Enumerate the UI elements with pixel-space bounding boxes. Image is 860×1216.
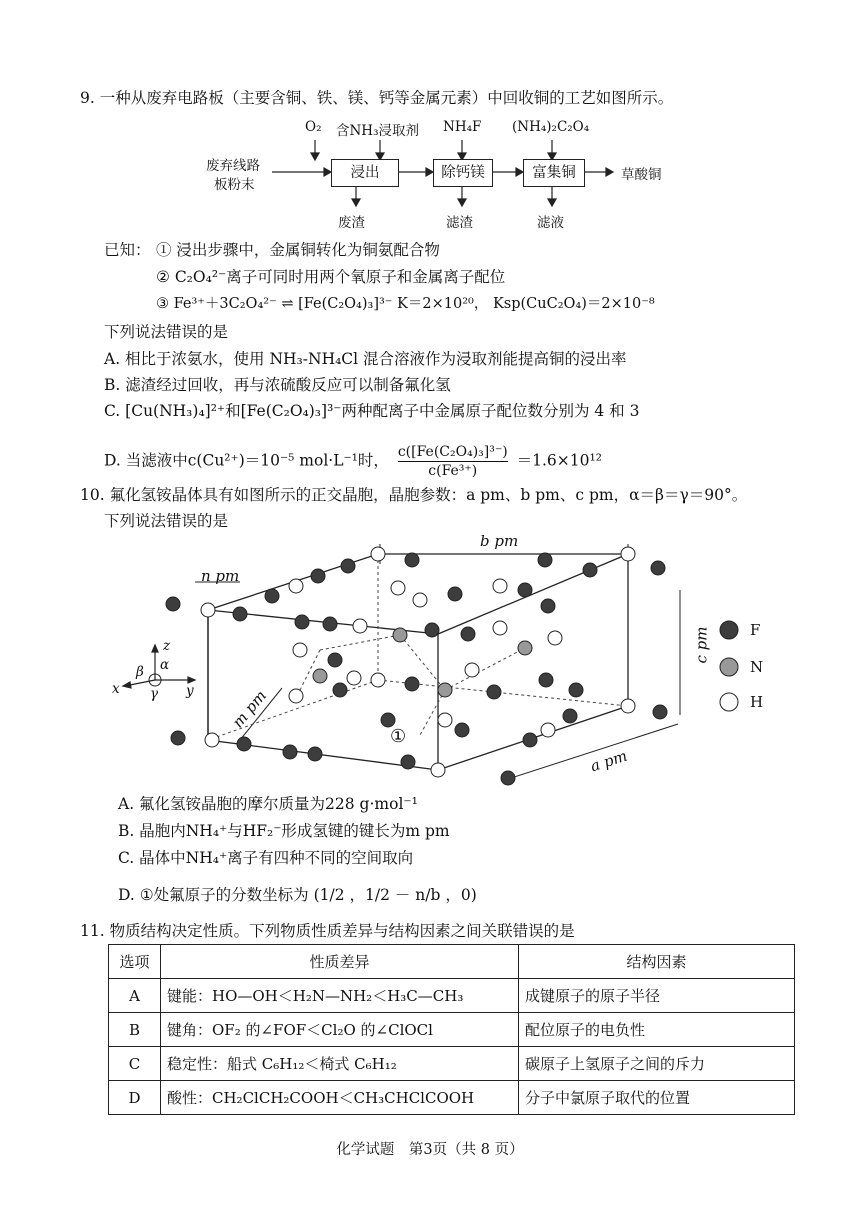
legend-f-label: F: [750, 621, 761, 639]
flow-input-line2: 板粉末: [214, 177, 255, 193]
table-row: [109, 979, 795, 1013]
table-cell: B: [109, 1013, 161, 1047]
axis-x-label: x: [112, 681, 120, 697]
fig-m-label: m pm: [228, 686, 271, 732]
q10-option-a: A. 氟化氢铵晶胞的摩尔质量为228 g·mol⁻¹: [118, 795, 418, 813]
q9-option-b: B. 滤渣经过回收，再与浓硫酸反应可以制备氟化氢: [104, 376, 451, 394]
flow-box-leaching: 浸出: [331, 159, 399, 187]
flow-out-waste: 废渣: [338, 215, 365, 231]
q9-option-a: A. 相比于浓氨水，使用 NH₃-NH₄Cl 混合溶液作为浸取剂能提高铜的浸出率: [104, 350, 627, 368]
q9-known-3: ③ Fe³⁺＋3C₂O₄²⁻ ⇌ [Fe(C₂O₄)₃]³⁻ K＝2×10²⁰， Ksp(CuC₂O₄)＝2×10⁻⁸: [156, 296, 655, 312]
flow-box-remove-ca-mg: 除钙镁: [433, 159, 493, 187]
table-cell: 酸性：CH₂ClCH₂COOH＜CH₃CHClCOOH: [161, 1081, 519, 1115]
flow-reagent-o2: O₂: [305, 119, 322, 135]
crystal-cell-figure: [0, 530, 860, 790]
flow-out-filtrate: 滤液: [537, 215, 564, 231]
q9-option-d: [104, 443, 602, 480]
q11-table: [108, 944, 795, 1115]
table-row: [109, 1081, 795, 1115]
table-cell: D: [109, 1081, 161, 1115]
table-cell: 配位原子的电负性: [519, 1013, 795, 1047]
page-footer: 化学试题 第3页（共 8 页）: [336, 1142, 524, 1158]
q10-option-c: C. 晶体中NH₄⁺离子有四种不同的空间取向: [118, 849, 414, 867]
table-row: [109, 1047, 795, 1081]
flow-reagent-oxalate: (NH₄)₂C₂O₄: [512, 119, 590, 135]
flow-reagent-nh4f: NH₄F: [443, 119, 482, 135]
q9-option-d-left: D. 当滤液中c(Cu²⁺)＝10⁻⁵ mol·L⁻¹时，: [104, 451, 389, 470]
table-cell: 分子中氯原子取代的位置: [519, 1081, 795, 1115]
legend-n-label: N: [750, 658, 764, 676]
table-cell: 碳原子上氢原子之间的斥力: [519, 1047, 795, 1081]
axis-beta-label: β: [136, 664, 144, 680]
fig-mark-1: ①: [390, 726, 407, 747]
fig-n-label: n pm: [201, 567, 240, 585]
flow-input-line1: 废弃线路: [206, 158, 260, 174]
table-header-row: [109, 945, 795, 979]
table-header-property: 性质差异: [161, 945, 519, 979]
q10-option-b: B. 晶胞内NH₄⁺与HF₂⁻形成氢键的键长为m pm: [118, 822, 450, 840]
flow-out-residue: 滤渣: [446, 215, 473, 231]
axis-y-label: y: [186, 683, 194, 699]
q10-option-d-coord: (1/2 ，1/2 － n/b ，0): [313, 886, 477, 904]
table-header-option: 选项: [109, 945, 161, 979]
q9-known-label: 已知：: [104, 241, 151, 259]
table-row: [109, 1013, 795, 1047]
legend-h-label: H: [750, 693, 764, 711]
fig-a-label: a pm: [588, 746, 630, 776]
q9-option-d-denominator: c(Fe³⁺): [398, 461, 508, 480]
q9-known-2: ② C₂O₄²⁻离子可同时用两个氧原子和金属离子配位: [156, 268, 506, 286]
table-cell: 键角：OF₂ 的∠FOF＜Cl₂O 的∠ClOCl: [161, 1013, 519, 1047]
table-cell: C: [109, 1047, 161, 1081]
table-cell: A: [109, 979, 161, 1013]
q9-flow-arrows: [0, 0, 860, 240]
q10-stem: 10. 氟化氢铵晶体具有如图所示的正交晶胞，晶胞参数：a pm、b pm、c pm，α＝β＝γ＝90°。: [80, 486, 748, 504]
fig-b-label: b pm: [480, 532, 519, 550]
q9-known-1: ① 浸出步骤中，金属铜转化为铜氨配合物: [156, 241, 440, 259]
q10-prompt: 下列说法错误的是: [104, 512, 229, 530]
table-header-structure: 结构因素: [519, 945, 795, 979]
q10-option-d-left: D. ①处氟原子的分数坐标为: [118, 886, 309, 904]
axis-gamma-label: γ: [150, 686, 159, 702]
flow-reagent-nh3: 含NH₃浸取剂: [336, 123, 419, 139]
q9-stem: 9. 一种从废弃电路板（主要含铜、铁、镁、钙等金属元素）中回收铜的工艺如图所示。: [80, 89, 674, 107]
flow-product: 草酸铜: [621, 167, 662, 183]
table-cell: 成键原子的原子半径: [519, 979, 795, 1013]
q11-stem: 11. 物质结构决定性质。下列物质性质差异与结构因素之间关联错误的是: [80, 922, 575, 940]
q9-prompt: 下列说法错误的是: [104, 323, 229, 341]
table-cell: 稳定性：船式 C₆H₁₂＜椅式 C₆H₁₂: [161, 1047, 519, 1081]
fig-c-label: c pm: [692, 626, 711, 664]
q9-option-d-numerator: c([Fe(C₂O₄)₃]³⁻): [397, 444, 508, 460]
q9-option-d-right: ＝1.6×10¹²: [516, 451, 602, 470]
flow-box-enrich-cu: 富集铜: [523, 159, 585, 187]
axis-alpha-label: α: [160, 657, 170, 673]
q10-option-d: [118, 883, 477, 905]
q9-option-c: C. [Cu(NH₃)₄]²⁺和[Fe(C₂O₄)₃]³⁻两种配离子中金属原子配位数分别为 4 和 3: [104, 402, 640, 420]
table-cell: 键能：HO—OH＜H₂N—NH₂＜H₃C—CH₃: [161, 979, 519, 1013]
axis-z-label: z: [163, 638, 171, 654]
